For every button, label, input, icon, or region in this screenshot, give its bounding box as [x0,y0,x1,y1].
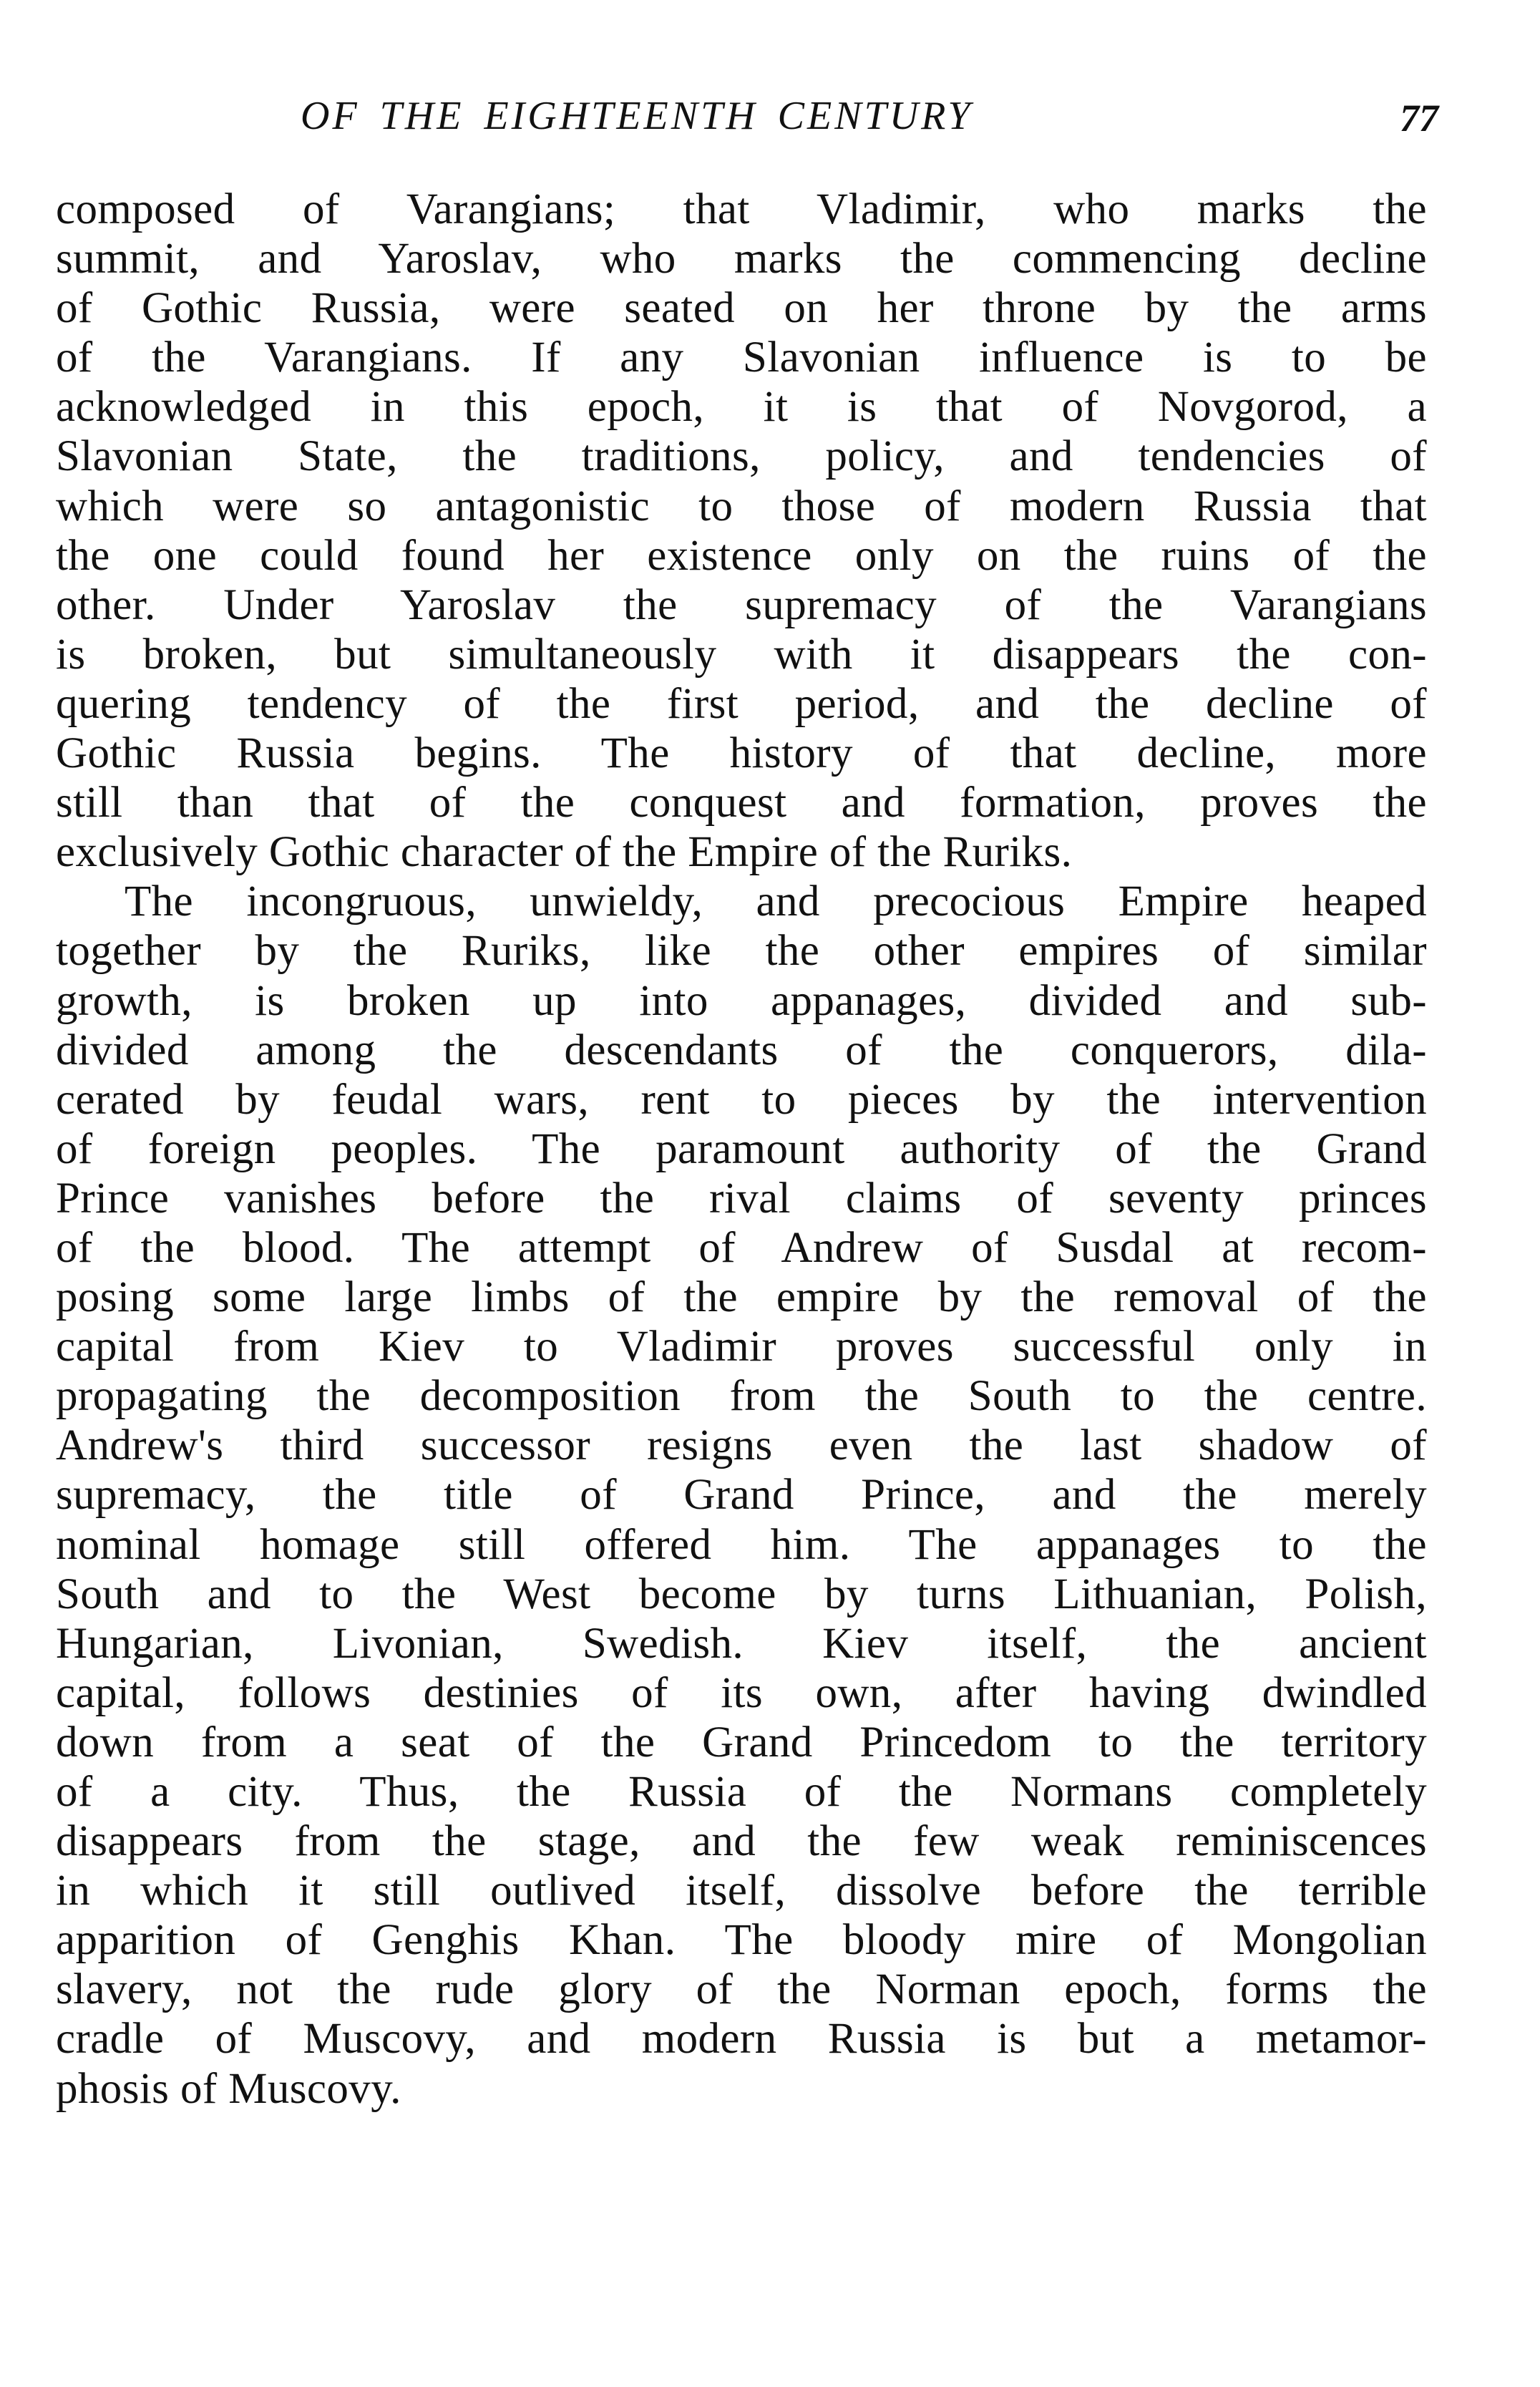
text-line: exclusively Gothic character of the Empire of the Ruriks. [56,828,1073,877]
text-line: capital, follows destinies of its own, after having dwindled [56,1668,1427,1717]
text-line: Prince vanishes before the rival claims of seventy princes [56,1174,1427,1222]
text-line: other. Under Yaroslav the supremacy of the Varangians [56,580,1427,629]
text-line: Andrew's third successor resigns even the last shadow of [56,1421,1427,1470]
text-line: disappears from the stage, and the few weak reminiscences [56,1817,1427,1866]
body-text [56,185,1427,2114]
text-line: cerated by feudal wars, rent to pieces by the intervention [56,1075,1427,1124]
text-line: which were so antagonistic to those of modern Russia that [56,482,1427,530]
paragraph-2 [56,877,1427,2113]
text-line: quering tendency of the first period, and the decline of [56,679,1427,728]
text-line: of a city. Thus, the Russia of the Normans completely [56,1768,1427,1816]
text-line: of the blood. The attempt of Andrew of Susdal at recom- [56,1223,1427,1272]
text-line: The incongruous, unwieldy, and precocious Empire heaped [125,877,1427,926]
text-line: together by the Ruriks, like the other empires of similar [56,927,1427,976]
text-line: Slavonian State, the traditions, policy, and tendencies of [56,432,1427,481]
text-line: supremacy, the title of Grand Prince, and the merely [56,1471,1427,1520]
page-number: 77 [1400,97,1438,140]
text-line: of Gothic Russia, were seated on her throne by the arms [56,284,1427,333]
paragraph-1 [56,185,1427,877]
text-line: of the Varangians. If any Slavonian influence is to be [56,334,1427,382]
text-line: summit, and Yaroslav, who marks the commencing decline [56,235,1427,283]
text-line: still than that of the conquest and formation, proves the [56,779,1427,827]
text-line: Gothic Russia begins. The history of that decline, more [56,729,1427,778]
text-line: apparition of Genghis Khan. The bloody mire of Mongolian [56,1916,1427,1965]
text-line: growth, is broken up into appanages, divided and sub- [56,976,1427,1025]
text-line: in which it still outlived itself, dissolve before the terrible [56,1867,1427,1915]
text-line: Hungarian, Livonian, Swedish. Kiev itself, the ancient [56,1619,1427,1668]
text-line: South and to the West become by turns Lithuanian, Polish, [56,1570,1427,1618]
text-line: cradle of Muscovy, and modern Russia is but a metamor- [56,2015,1427,2063]
text-line: nominal homage still offered him. The appanages to the [56,1520,1427,1569]
running-head: OF THE EIGHTEENTH CENTURY [301,94,973,138]
text-line: composed of Varangians; that Vladimir, who marks the [56,185,1427,233]
text-line: slavery, not the rude glory of the Norman epoch, forms the [56,1965,1427,2014]
text-line: posing some large limbs of the empire by the removal of the [56,1273,1427,1322]
text-line: the one could found her existence only on the ruins of the [56,531,1427,580]
text-line: acknowledged in this epoch, it is that of Novgorod, a [56,383,1427,432]
text-line: divided among the descendants of the conquerors, dila- [56,1026,1427,1074]
text-line: capital from Kiev to Vladimir proves successful only in [56,1323,1427,1371]
text-line: is broken, but simultaneously with it disappears the con- [56,630,1427,679]
text-line: of foreign peoples. The paramount authority of the Grand [56,1124,1427,1173]
text-line: propagating the decomposition from the South to the centre. [56,1372,1427,1421]
text-line: phosis of Muscovy. [56,2064,401,2113]
text-line: down from a seat of the Grand Princedom to the territory [56,1718,1427,1766]
